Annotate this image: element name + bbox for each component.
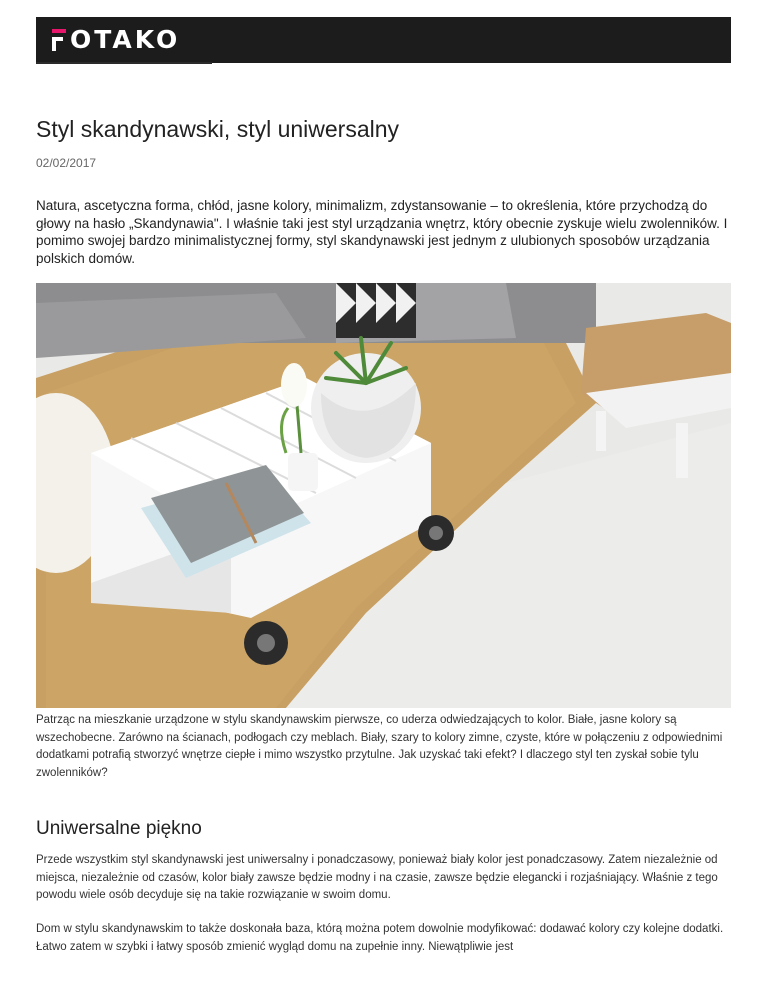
logo[interactable] (70, 25, 180, 55)
site-header (36, 17, 731, 63)
f-logo-mark-icon (52, 29, 66, 51)
photo-scandinavian-interior (36, 283, 731, 708)
article-title: Styl skandynawski, styl uniwersalny (36, 116, 400, 142)
header-divider (36, 62, 212, 64)
article-intro: Natura, ascetyczna forma, chłód, jasne kolory, minimalizm, zdystansowanie – to określenia, które przychodzą do głowy na hasło „Skandynawia". I właśnie taki jest styl urządzania wnętrz, który obecnie zyskuje wielu zwolenników. I pomimo swojej bardzo minimalistycznej formy, styl skandynawski jest jednym z ulubionych sposobów urządzania polskich domów. (36, 198, 728, 266)
section-heading: Uniwersalne piękno (36, 818, 202, 839)
paragraph-3: Dom w stylu skandynawskim to także doskonała baza, którą można potem dowolnie modyfikować: dodawać kolory czy kolejne dodatki. Łatwo zatem w szybki i łatwy sposób zmienić wygląd domu na zupełnie inny. Niewątpliwie jest (36, 923, 724, 953)
article-date: 02/02/2017 (36, 156, 97, 170)
article-photo (36, 283, 731, 708)
paragraph-2: Przede wszystkim styl skandynawski jest uniwersalny i ponadczasowy, ponieważ biały kolor jest ponadczasowy. Zatem niezależnie od miejsca, niezależnie od czasów, kolor biały zawsze będzie modny i na czasie, zawsze będzie elegancki i rozjaśniający. Właśnie z tego powodu wiele osób decyduje się na takie rozwiązanie w swoim domu. (36, 854, 718, 901)
logo-text: OTAKO (70, 25, 181, 54)
paragraph-1: Patrząc na mieszkanie urządzone w stylu skandynawskim pierwsze, co uderza odwiedzających to kolor. Białe, jasne kolory są wszechobecne. Zarówno na ścianach, podłogach czy meblach. Biały, szary to kolory zimne, czyste, które w połączeniu z odpowiednimi dodatkami potrafią stworzyć wnętrze ciepłe i mimo wszystko przytulne. Jak uzyskać taki efekt? I dlaczego styl ten zyskał sobie tylu zwolenników? (36, 714, 723, 779)
